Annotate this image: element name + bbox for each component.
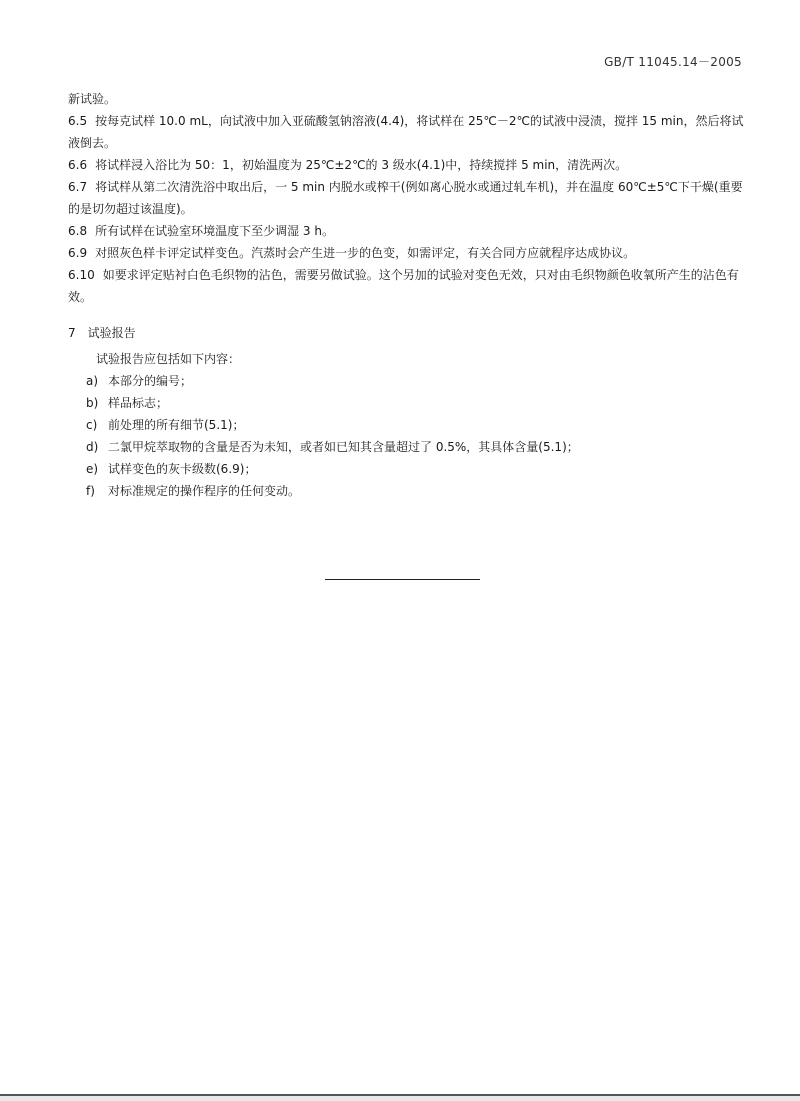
clause-number: 6.5: [68, 114, 88, 128]
section-title: 试验报告: [87, 326, 136, 340]
item-marker: f): [86, 484, 95, 498]
paragraph-6-10: [68, 264, 748, 308]
clause-number: 6.7: [68, 180, 88, 194]
end-of-text-rule: [325, 579, 480, 580]
list-item: [86, 370, 748, 392]
clause-number: 6.9: [68, 246, 88, 260]
document-body: [68, 88, 748, 502]
paragraph-6-8: [68, 220, 748, 242]
item-text: 二氯甲烷萃取物的含量是否为未知，或者如已知其含量超过了 0.5%，其具体含量(5.1)；: [108, 440, 579, 454]
item-marker: b): [86, 396, 99, 410]
list-item: [86, 392, 748, 414]
standard-number: GB/T 11045.14－2005: [604, 55, 742, 69]
clause-number: 6.6: [68, 158, 88, 172]
report-intro: 试验报告应包括如下内容：: [96, 352, 241, 366]
paragraph-text: 如要求评定贴衬白色毛织物的沾色，需要另做试验。这个另加的试验对变色无效，只对由毛织物颜色收氧所产生的沾色有效。: [68, 268, 739, 304]
paragraph-6-7: [68, 176, 748, 220]
section-heading: [68, 322, 748, 344]
bottom-scan-strip: [0, 1096, 800, 1101]
list-item: [86, 480, 748, 502]
clause-number: 6.10: [68, 268, 95, 282]
paragraph-6-9: [68, 242, 748, 264]
paragraph-text: 将试样从第二次清洗浴中取出后，一 5 min 内脱水或榨干(例如离心脱水或通过轧车机)，并在温度 60℃±5℃下干燥(重要的是切勿超过该温度)。: [68, 180, 743, 216]
item-text: 本部分的编号；: [108, 374, 193, 388]
list-item: [86, 458, 748, 480]
report-items-list: [68, 370, 748, 502]
paragraph-text: 所有试样在试验室环境温度下至少调湿 3 h。: [95, 224, 334, 238]
item-marker: d): [86, 440, 99, 454]
list-item: [86, 436, 748, 458]
paragraph-text: 按每克试样 10.0 mL，向试液中加入亚硫酸氢钠溶液(4.4)，将试样在 25℃－2℃的试液中浸渍，搅拌 15 min，然后将试液倒去。: [68, 114, 744, 150]
section-number: 7: [68, 326, 76, 340]
item-marker: a): [86, 374, 99, 388]
clause-number: 6.8: [68, 224, 88, 238]
item-marker: c): [86, 418, 98, 432]
list-item: [86, 414, 748, 436]
item-text: 对标准规定的操作程序的任何变动。: [108, 484, 301, 498]
paragraph-continuation: [68, 88, 748, 110]
item-text: 样品标志；: [108, 396, 169, 410]
paragraph-text: 对照灰色样卡评定试样变色。汽蒸时会产生进一步的色变，如需评定，有关合同方应就程序达成协议。: [95, 246, 636, 260]
item-text: 试样变色的灰卡级数(6.9)；: [108, 462, 257, 476]
paragraph-6-6: [68, 154, 748, 176]
paragraph-text: 新试验。: [68, 92, 117, 106]
paragraph-text: 将试样浸入浴比为 50：1，初始温度为 25℃±2℃的 3 级水(4.1)中，持续搅拌 5 min，清洗两次。: [95, 158, 628, 172]
item-text: 前处理的所有细节(5.1)；: [108, 418, 245, 432]
item-marker: e): [86, 462, 99, 476]
paragraph-6-5: [68, 110, 748, 154]
